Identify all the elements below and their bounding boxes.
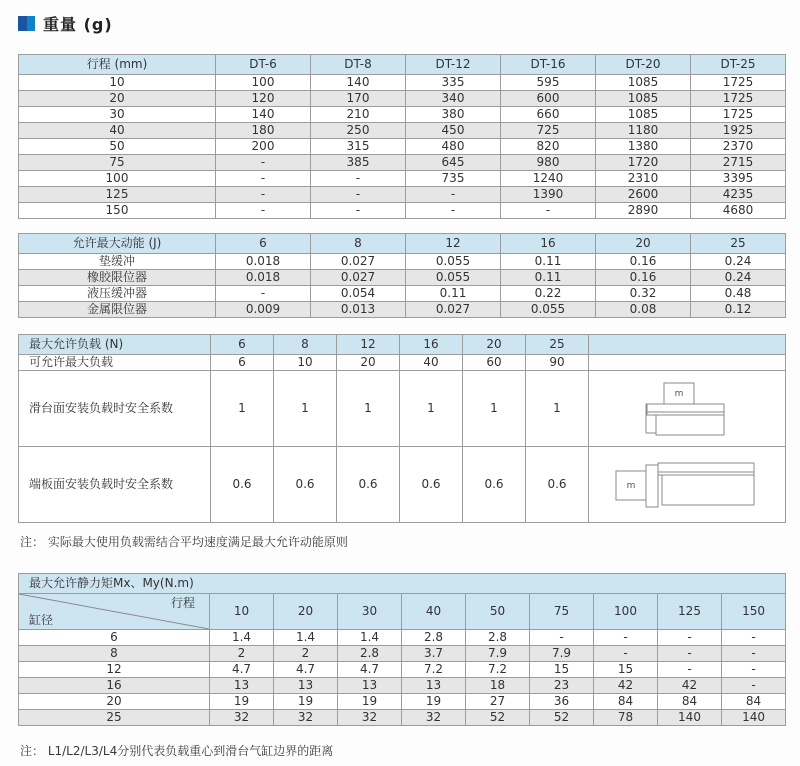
table-row	[19, 694, 786, 710]
cell-value: -	[406, 203, 501, 219]
cell-value: -	[311, 171, 406, 187]
cell-value: 140	[658, 710, 722, 726]
table-row	[19, 646, 786, 662]
note-load-center: 注： L1/L2/L3/L4分别代表负载重心到滑台气缸边界的距离	[20, 744, 334, 758]
table-row	[19, 270, 786, 286]
cell-value: 0.6	[211, 447, 274, 523]
column-header: DT-20	[596, 55, 691, 75]
cell-value: 735	[406, 171, 501, 187]
cell-value: 18	[466, 678, 530, 694]
row-label: 50	[19, 139, 216, 155]
cell-value: 0.054	[311, 286, 406, 302]
cell-value: -	[658, 662, 722, 678]
cell-value: 1925	[691, 123, 786, 139]
cell-value: -	[501, 203, 596, 219]
cell-value: 1180	[596, 123, 691, 139]
cell-value: 0.32	[596, 286, 691, 302]
cell-value: 2310	[596, 171, 691, 187]
cell-value: 0.027	[406, 302, 501, 318]
cell-value: 0.009	[216, 302, 311, 318]
column-header: 30	[338, 594, 402, 630]
column-header: 75	[530, 594, 594, 630]
table-row	[19, 187, 786, 203]
cell-value: 100	[216, 75, 311, 91]
table-title: 最大允许静力矩Mx、My(N.m)	[19, 574, 786, 594]
cell-value: 210	[311, 107, 406, 123]
cell-value: 1.4	[210, 630, 274, 646]
column-header: 行程 (mm)	[19, 55, 216, 75]
kinetic-energy-table-header	[19, 234, 786, 254]
cell-value: 15	[530, 662, 594, 678]
table-row	[19, 123, 786, 139]
cell-value: 13	[338, 678, 402, 694]
svg-text:m: m	[626, 480, 636, 491]
column-header: 16	[400, 335, 463, 355]
cell-value: 0.24	[691, 254, 786, 270]
cell-value: -	[216, 155, 311, 171]
cell-value: -	[311, 203, 406, 219]
cell-value: 7.9	[530, 646, 594, 662]
cell-value: 15	[594, 662, 658, 678]
cell-value: 1	[337, 371, 400, 447]
cell-value: 380	[406, 107, 501, 123]
cell-value: 20	[337, 355, 400, 371]
cell-value: -	[406, 187, 501, 203]
column-header: DT-8	[311, 55, 406, 75]
cell-value: 0.013	[311, 302, 406, 318]
cell-value: 0.027	[311, 270, 406, 286]
table-row	[19, 447, 786, 523]
cell-value: 4235	[691, 187, 786, 203]
column-header: 允许最大动能 (J)	[19, 234, 216, 254]
cell-value: 1725	[691, 107, 786, 123]
cell-value: 0.6	[337, 447, 400, 523]
table-row	[19, 107, 786, 123]
row-label: 75	[19, 155, 216, 171]
cell-value: 36	[530, 694, 594, 710]
cell-value: 4.7	[210, 662, 274, 678]
cell-value: 1725	[691, 91, 786, 107]
cell-value: 0.055	[501, 302, 596, 318]
row-label: 125	[19, 187, 216, 203]
column-header: 20	[463, 335, 526, 355]
cell-value: 335	[406, 75, 501, 91]
cell-value: 84	[594, 694, 658, 710]
cell-value: 0.08	[596, 302, 691, 318]
table-row	[19, 355, 786, 371]
cell-value: 13	[274, 678, 338, 694]
cell-value: 19	[402, 694, 466, 710]
column-header: 150	[722, 594, 786, 630]
cell-value: 140	[722, 710, 786, 726]
row-label: 30	[19, 107, 216, 123]
cell-value: 600	[501, 91, 596, 107]
cell-value: 2.8	[402, 630, 466, 646]
cell-value: 645	[406, 155, 501, 171]
cell-value: 32	[402, 710, 466, 726]
column-header: 8	[311, 234, 406, 254]
cell-value: 1	[400, 371, 463, 447]
cell-value: 250	[311, 123, 406, 139]
table-row	[19, 155, 786, 171]
cell-value: 980	[501, 155, 596, 171]
column-header: DT-6	[216, 55, 311, 75]
column-header: 6	[216, 234, 311, 254]
column-header: 12	[337, 335, 400, 355]
cell-value: 140	[311, 75, 406, 91]
cell-value: 1	[274, 371, 337, 447]
column-header: 25	[526, 335, 589, 355]
column-header: 125	[658, 594, 722, 630]
cell-value: 0.6	[274, 447, 337, 523]
cell-value: 2	[274, 646, 338, 662]
row-label: 垫缓冲	[19, 254, 216, 270]
cell-value: -	[722, 646, 786, 662]
cell-value: -	[722, 678, 786, 694]
column-header: 8	[274, 335, 337, 355]
cell-value: 3395	[691, 171, 786, 187]
cell-value: 10	[274, 355, 337, 371]
cell-value: 385	[311, 155, 406, 171]
section-title-row	[18, 12, 785, 35]
cell-value: 52	[466, 710, 530, 726]
cell-value: 23	[530, 678, 594, 694]
static-moment-table	[18, 573, 786, 726]
weight-table-header	[19, 55, 786, 75]
corner-label-bore: 缸径	[29, 613, 54, 627]
cell-value: 13	[402, 678, 466, 694]
cell-value: 0.055	[406, 254, 501, 270]
row-label: 端板面安装负载时安全系数	[19, 447, 211, 523]
cell-value: 1	[526, 371, 589, 447]
column-header: 20	[596, 234, 691, 254]
column-header: DT-12	[406, 55, 501, 75]
section-marker-icon	[18, 16, 35, 31]
cell-value: 40	[400, 355, 463, 371]
cell-value: 0.12	[691, 302, 786, 318]
row-label: 10	[19, 75, 216, 91]
cell-value: -	[658, 630, 722, 646]
cell-value: 0.11	[406, 286, 501, 302]
cell-value: 0.48	[691, 286, 786, 302]
row-label: 16	[19, 678, 210, 694]
corner-label-stroke: 行程	[170, 596, 195, 610]
cell-value: 180	[216, 123, 311, 139]
slide-mount-diagram	[589, 371, 786, 447]
cell-value: 0.16	[596, 254, 691, 270]
cell-value: 4.7	[338, 662, 402, 678]
cell-value: -	[216, 286, 311, 302]
cell-value: 200	[216, 139, 311, 155]
cell-value: 27	[466, 694, 530, 710]
cell-value: 84	[722, 694, 786, 710]
column-header: DT-25	[691, 55, 786, 75]
cell-value: 0.018	[216, 254, 311, 270]
cell-value: 6	[211, 355, 274, 371]
cell-value: -	[216, 203, 311, 219]
weight-table	[18, 54, 786, 219]
cell-value: 170	[311, 91, 406, 107]
cell-value: 1725	[691, 75, 786, 91]
column-header: 16	[501, 234, 596, 254]
column-header: 100	[594, 594, 658, 630]
row-label: 20	[19, 91, 216, 107]
row-label: 100	[19, 171, 216, 187]
cell-value: 4.7	[274, 662, 338, 678]
cell-value: 2.8	[338, 646, 402, 662]
cell-empty	[589, 355, 786, 371]
cell-value: 1.4	[338, 630, 402, 646]
cell-value: 19	[274, 694, 338, 710]
cell-value: 19	[210, 694, 274, 710]
cell-value: 7.2	[466, 662, 530, 678]
column-header: 10	[210, 594, 274, 630]
row-label: 液压缓冲器	[19, 286, 216, 302]
cell-value: -	[594, 646, 658, 662]
cell-value: 7.2	[402, 662, 466, 678]
column-header: 40	[402, 594, 466, 630]
static-moment-header-row	[19, 594, 786, 630]
cell-value: 90	[526, 355, 589, 371]
cell-value: 0.11	[501, 270, 596, 286]
cell-value: 725	[501, 123, 596, 139]
cell-value: 4680	[691, 203, 786, 219]
corner-header-cell	[19, 594, 210, 630]
cell-value: 84	[658, 694, 722, 710]
end-mount-diagram	[589, 447, 786, 523]
cell-value: 2715	[691, 155, 786, 171]
column-header-diagram	[589, 335, 786, 355]
table-row	[19, 371, 786, 447]
cell-value: 340	[406, 91, 501, 107]
kinetic-energy-table	[18, 233, 786, 318]
cell-value: 1380	[596, 139, 691, 155]
cell-value: -	[722, 630, 786, 646]
row-label: 150	[19, 203, 216, 219]
cell-value: 32	[210, 710, 274, 726]
static-moment-title-row	[19, 574, 786, 594]
cell-value: 0.16	[596, 270, 691, 286]
cell-value: 315	[311, 139, 406, 155]
column-header: 6	[211, 335, 274, 355]
cell-value: 42	[658, 678, 722, 694]
column-header: 12	[406, 234, 501, 254]
cell-value: -	[722, 662, 786, 678]
max-load-table-header	[19, 335, 786, 355]
cell-value: 0.11	[501, 254, 596, 270]
cell-value: 1240	[501, 171, 596, 187]
row-label: 20	[19, 694, 210, 710]
row-label: 6	[19, 630, 210, 646]
cell-value: 2	[210, 646, 274, 662]
note-kinetic-energy: 注： 实际最大使用负载需结合平均速度满足最大允许动能原则	[20, 535, 348, 549]
cell-value: 595	[501, 75, 596, 91]
cell-value: 2370	[691, 139, 786, 155]
cell-value: 140	[216, 107, 311, 123]
cell-value: 1085	[596, 91, 691, 107]
cell-value: -	[311, 187, 406, 203]
table-row	[19, 203, 786, 219]
cell-value: 3.7	[402, 646, 466, 662]
cell-value: 0.6	[463, 447, 526, 523]
row-label: 12	[19, 662, 210, 678]
row-label: 40	[19, 123, 216, 139]
cell-value: 1085	[596, 75, 691, 91]
column-header: DT-16	[501, 55, 596, 75]
cell-value: 0.055	[406, 270, 501, 286]
cell-value: 120	[216, 91, 311, 107]
cell-value: 52	[530, 710, 594, 726]
cell-value: 480	[406, 139, 501, 155]
table-row	[19, 302, 786, 318]
row-label: 可允许最大负载	[19, 355, 211, 371]
row-label: 滑台面安装负载时安全系数	[19, 371, 211, 447]
svg-text:m: m	[674, 388, 684, 399]
cell-value: 660	[501, 107, 596, 123]
cell-value: 0.22	[501, 286, 596, 302]
max-load-table	[18, 334, 786, 523]
cell-value: 19	[338, 694, 402, 710]
cell-value: 0.6	[526, 447, 589, 523]
table-row	[19, 286, 786, 302]
column-header: 20	[274, 594, 338, 630]
table-row	[19, 630, 786, 646]
column-header: 最大允许负载 (N)	[19, 335, 211, 355]
cell-value: 820	[501, 139, 596, 155]
cell-value: 1720	[596, 155, 691, 171]
table-row	[19, 662, 786, 678]
row-label: 金属限位器	[19, 302, 216, 318]
table-row	[19, 139, 786, 155]
cell-value: 0.6	[400, 447, 463, 523]
cell-value: 1	[463, 371, 526, 447]
cell-value: 13	[210, 678, 274, 694]
table-row	[19, 678, 786, 694]
cell-value: 60	[463, 355, 526, 371]
cell-value: -	[658, 646, 722, 662]
cell-value: 0.018	[216, 270, 311, 286]
cell-value: 2890	[596, 203, 691, 219]
cell-value: 32	[274, 710, 338, 726]
cell-value: 7.9	[466, 646, 530, 662]
cell-value: 2.8	[466, 630, 530, 646]
table-row	[19, 75, 786, 91]
cell-value: 78	[594, 710, 658, 726]
table-row	[19, 91, 786, 107]
cell-value: -	[216, 171, 311, 187]
cell-value: 1.4	[274, 630, 338, 646]
row-label: 8	[19, 646, 210, 662]
table-row	[19, 254, 786, 270]
cell-value: 0.027	[311, 254, 406, 270]
column-header: 50	[466, 594, 530, 630]
cell-value: 32	[338, 710, 402, 726]
cell-value: -	[216, 187, 311, 203]
row-label: 25	[19, 710, 210, 726]
cell-value: 1085	[596, 107, 691, 123]
page-title: 重量 (g)	[43, 15, 113, 34]
cell-value: 450	[406, 123, 501, 139]
cell-value: 0.24	[691, 270, 786, 286]
cell-value: 1	[211, 371, 274, 447]
cell-value: -	[530, 630, 594, 646]
table-row	[19, 710, 786, 726]
cell-value: -	[594, 630, 658, 646]
cell-value: 1390	[501, 187, 596, 203]
cell-value: 2600	[596, 187, 691, 203]
cell-value: 42	[594, 678, 658, 694]
row-label: 橡胶限位器	[19, 270, 216, 286]
table-row	[19, 171, 786, 187]
column-header: 25	[691, 234, 786, 254]
